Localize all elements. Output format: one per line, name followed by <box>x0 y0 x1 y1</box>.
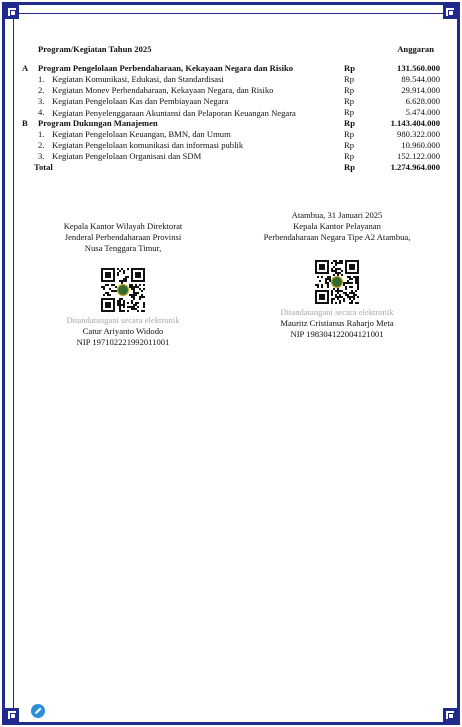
activity-amount: 6.628.000 <box>405 96 440 106</box>
esign-note: Ditandatangani secara elektronik <box>280 307 394 317</box>
corner-ornament <box>5 5 19 19</box>
budget-column-header: Anggaran <box>397 44 434 54</box>
corner-ornament <box>5 708 19 722</box>
program-amount: 1.143.404.000 <box>390 118 440 128</box>
activity-amount: 29.914.000 <box>401 85 440 95</box>
signature-block-right <box>242 210 432 340</box>
activity-amount: 5.474.000 <box>405 107 440 117</box>
activity-row: 4. Kegiatan Penyelenggaraan Akuntansi dan Pelaporan Keuangan Negara Rp 5.474.000 <box>38 107 440 118</box>
total-amount: 1.274.964.000 <box>390 162 440 172</box>
signer-title: Jenderal Perbendaharaan Provinsi <box>64 232 182 242</box>
signature-block-left <box>28 221 218 348</box>
signer-nip: NIP 198304122004121001 <box>290 329 384 339</box>
activity-amount: 10.960.000 <box>401 140 440 150</box>
activity-label: Kegiatan Pengelolaan Kas dan Pembiayaan Negara <box>52 96 229 106</box>
activity-row: 3. Kegiatan Pengelolaan Organisasi dan SDM Rp 152.122.000 <box>38 151 440 161</box>
place-date: Atambua, 31 Januari 2025 <box>291 210 383 220</box>
activity-row: 2. Kegiatan Pengelolaan komunikasi dan informasi publik Rp 10.960.000 <box>38 140 440 150</box>
activity-amount: 89.544.000 <box>401 74 440 84</box>
signer-name: Mauritz Cristianus Raharjo Meta <box>280 318 394 328</box>
corner-ornament <box>443 5 457 19</box>
signer-title: Nusa Tenggara Timur, <box>84 243 162 253</box>
qr-code-icon[interactable] <box>101 268 145 312</box>
budget-table <box>22 44 440 173</box>
qr-code-icon[interactable] <box>315 260 359 304</box>
table-header <box>22 44 440 55</box>
activity-row: 1. Kegiatan Pengelolaan Keuangan, BMN, dan Umum Rp 980.322.000 <box>38 129 440 139</box>
corner-ornament <box>443 708 457 722</box>
program-column-header: Program/Kegiatan Tahun 2025 <box>38 44 152 54</box>
activity-label: Kegiatan Penyelenggaraan Akuntansi dan Pelaporan Keuangan Negara <box>52 108 296 118</box>
activity-label: Kegiatan Komunikasi, Edukasi, dan Standardisasi <box>52 74 224 84</box>
activity-label: Kegiatan Monev Perbendaharaan, Kekayaan Negara, dan Risiko <box>52 85 274 95</box>
signer-nip: NIP 197102221992011001 <box>76 337 170 347</box>
program-amount: 131.560.000 <box>397 63 440 73</box>
signer-title: Perbendaharaan Negara Tipe A2 Atambua, <box>263 232 411 242</box>
activity-row: 3. Kegiatan Pengelolaan Kas dan Pembiayaan Negara Rp 6.628.000 <box>38 96 440 106</box>
activity-amount: 980.322.000 <box>397 129 440 139</box>
activity-row: 2. Kegiatan Monev Perbendaharaan, Kekayaan Negara, dan Risiko Rp 29.914.000 <box>38 85 440 95</box>
activity-label: Kegiatan Pengelolaan Organisasi dan SDM <box>52 151 202 161</box>
total-label: Total <box>34 162 53 172</box>
total-row: Total Rp 1.274.964.000 <box>22 162 440 173</box>
program-row: A Program Pengelolaan Perbendaharaan, Kekayaan Negara dan Risiko Rp 131.560.000 <box>22 63 440 73</box>
program-name: Program Pengelolaan Perbendaharaan, Kekayaan Negara dan Risiko <box>38 63 294 73</box>
signer-name: Catur Ariyanto Widodo <box>82 326 164 336</box>
pencil-icon[interactable] <box>31 704 45 718</box>
signer-title: Kepala Kantor Pelayanan <box>293 221 381 231</box>
esign-note: Ditandatangani secara elektronik <box>66 315 180 325</box>
activity-label: Kegiatan Pengelolaan Keuangan, BMN, dan Umum <box>52 129 231 139</box>
program-name: Program Dukungan Manajemen <box>38 118 158 128</box>
activity-row: 1. Kegiatan Komunikasi, Edukasi, dan Standardisasi Rp 89.544.000 <box>38 74 440 84</box>
activity-amount: 152.122.000 <box>397 151 440 161</box>
activity-label: Kegiatan Pengelolaan komunikasi dan informasi publik <box>52 140 244 150</box>
program-row: B Program Dukungan Manajemen Rp 1.143.404.000 <box>22 118 440 128</box>
signer-title: Kepala Kantor Wilayah Direktorat <box>63 221 183 231</box>
